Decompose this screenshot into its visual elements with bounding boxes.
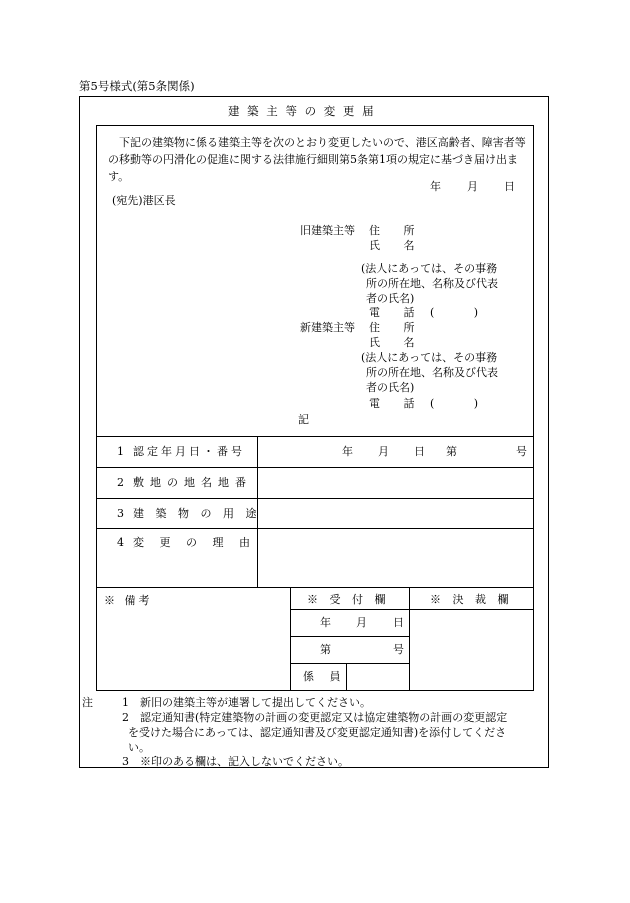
cert-day-label: 日 bbox=[414, 445, 425, 458]
table-row-line bbox=[96, 528, 534, 529]
date-year-label: 年 bbox=[430, 180, 451, 193]
old-owner-phone-parens: ( ) bbox=[430, 306, 497, 319]
ki-marker: 記 bbox=[298, 413, 309, 426]
old-owner-address-label: 住 所 bbox=[369, 224, 425, 237]
row-num: 4 bbox=[117, 536, 124, 549]
note-2-text-1: 認定通知書(特定建築物の計画の変更認定又は協定建築物の計画の変更認定 bbox=[140, 711, 508, 724]
old-owner-note-2: 所の所在地、名称及び代表 bbox=[366, 277, 498, 290]
intro-text: 下記の建築物に係る建築主等を次のとおり変更したいので、港区高齢者、障害者等の移動等の円滑化の促進に関する法律施行細則第5条第1項の規定に基づき届け出ます。 bbox=[108, 136, 526, 183]
old-owner-note-1: (法人にあっては、その事務 bbox=[361, 262, 498, 275]
cert-dai-label: 第 bbox=[446, 445, 457, 458]
note-1-text: 新旧の建築主等が連署して提出してください。 bbox=[140, 696, 371, 709]
row-label: 認定年月日・番号 bbox=[133, 445, 245, 458]
clerk-label: 係 員 bbox=[303, 670, 347, 683]
row-4-label bbox=[117, 537, 256, 548]
row-label: 建 築 物 の 用 途 bbox=[133, 507, 261, 520]
date-month-label: 月 bbox=[467, 180, 488, 193]
old-owner-label: 旧建築主等 bbox=[300, 224, 355, 237]
row-3-label bbox=[117, 508, 260, 519]
note-3-number: 3 bbox=[122, 755, 129, 768]
cert-go-label: 号 bbox=[516, 445, 527, 458]
row-2-label bbox=[117, 477, 252, 488]
reception-day-label: 日 bbox=[393, 616, 404, 629]
row-label: 敷地の地名地番 bbox=[133, 476, 252, 489]
reception-dai-label: 第 bbox=[320, 643, 331, 656]
new-owner-phone-label: 電 話 bbox=[369, 397, 425, 410]
notes-mark: 注 bbox=[82, 696, 93, 709]
old-owner-note-3: 者の氏名) bbox=[366, 292, 415, 305]
cert-year-label: 年 bbox=[342, 445, 353, 458]
decision-divider bbox=[409, 587, 410, 691]
table-row-line bbox=[96, 467, 534, 468]
reception-go-label: 号 bbox=[393, 643, 404, 656]
row-num: 1 bbox=[117, 445, 124, 458]
new-owner-note-2: 所の所在地、名称及び代表 bbox=[366, 366, 498, 379]
old-owner-name-label: 氏 名 bbox=[369, 239, 425, 252]
decision-header: ※ 決 裁 欄 bbox=[430, 593, 513, 606]
reception-header: ※ 受 付 欄 bbox=[307, 593, 390, 606]
note-1-number: 1 bbox=[122, 696, 129, 709]
new-owner-name-label: 氏 名 bbox=[369, 336, 425, 349]
row-num: 3 bbox=[117, 507, 124, 520]
form-title: 建 築 主 等 の 変 更 届 bbox=[228, 104, 376, 118]
new-owner-address-label: 住 所 bbox=[369, 321, 425, 334]
reception-line bbox=[290, 663, 409, 664]
remarks-label: ※ 備考 bbox=[104, 594, 153, 607]
note-2-text-2: を受けた場合にあっては、認定通知書及び変更認定通知書)を添付してくださ bbox=[128, 726, 507, 739]
table-row-line bbox=[96, 498, 534, 499]
reception-line bbox=[290, 636, 409, 637]
table-bottom-line bbox=[96, 587, 534, 588]
note-2-text-3: い。 bbox=[128, 741, 150, 754]
table-top-line bbox=[96, 436, 534, 437]
row-num: 2 bbox=[117, 476, 124, 489]
cert-month-label: 月 bbox=[378, 445, 389, 458]
note-2-number: 2 bbox=[122, 711, 129, 724]
row-1-label bbox=[117, 446, 245, 457]
date-day-label: 日 bbox=[504, 180, 525, 193]
new-owner-note-1: (法人にあっては、その事務 bbox=[361, 351, 498, 364]
new-owner-label: 新建築主等 bbox=[300, 321, 355, 334]
reception-year-label: 年 bbox=[320, 616, 331, 629]
form-number: 第5号様式(第5条関係) bbox=[79, 79, 195, 93]
new-owner-note-3: 者の氏名) bbox=[366, 381, 415, 394]
note-3-text: ※印のある欄は、記入しないでください。 bbox=[140, 755, 349, 768]
row-label: 変 更 の 理 由 bbox=[133, 536, 256, 549]
old-owner-phone-label: 電 話 bbox=[369, 306, 425, 319]
stamp-header-line bbox=[290, 609, 534, 610]
remarks-divider bbox=[290, 587, 291, 691]
submission-date bbox=[430, 181, 525, 192]
reception-month-label: 月 bbox=[356, 616, 367, 629]
addressee: (宛先)港区長 bbox=[112, 194, 176, 207]
intro-paragraph bbox=[108, 134, 528, 185]
new-owner-phone-parens: ( ) bbox=[430, 397, 497, 410]
